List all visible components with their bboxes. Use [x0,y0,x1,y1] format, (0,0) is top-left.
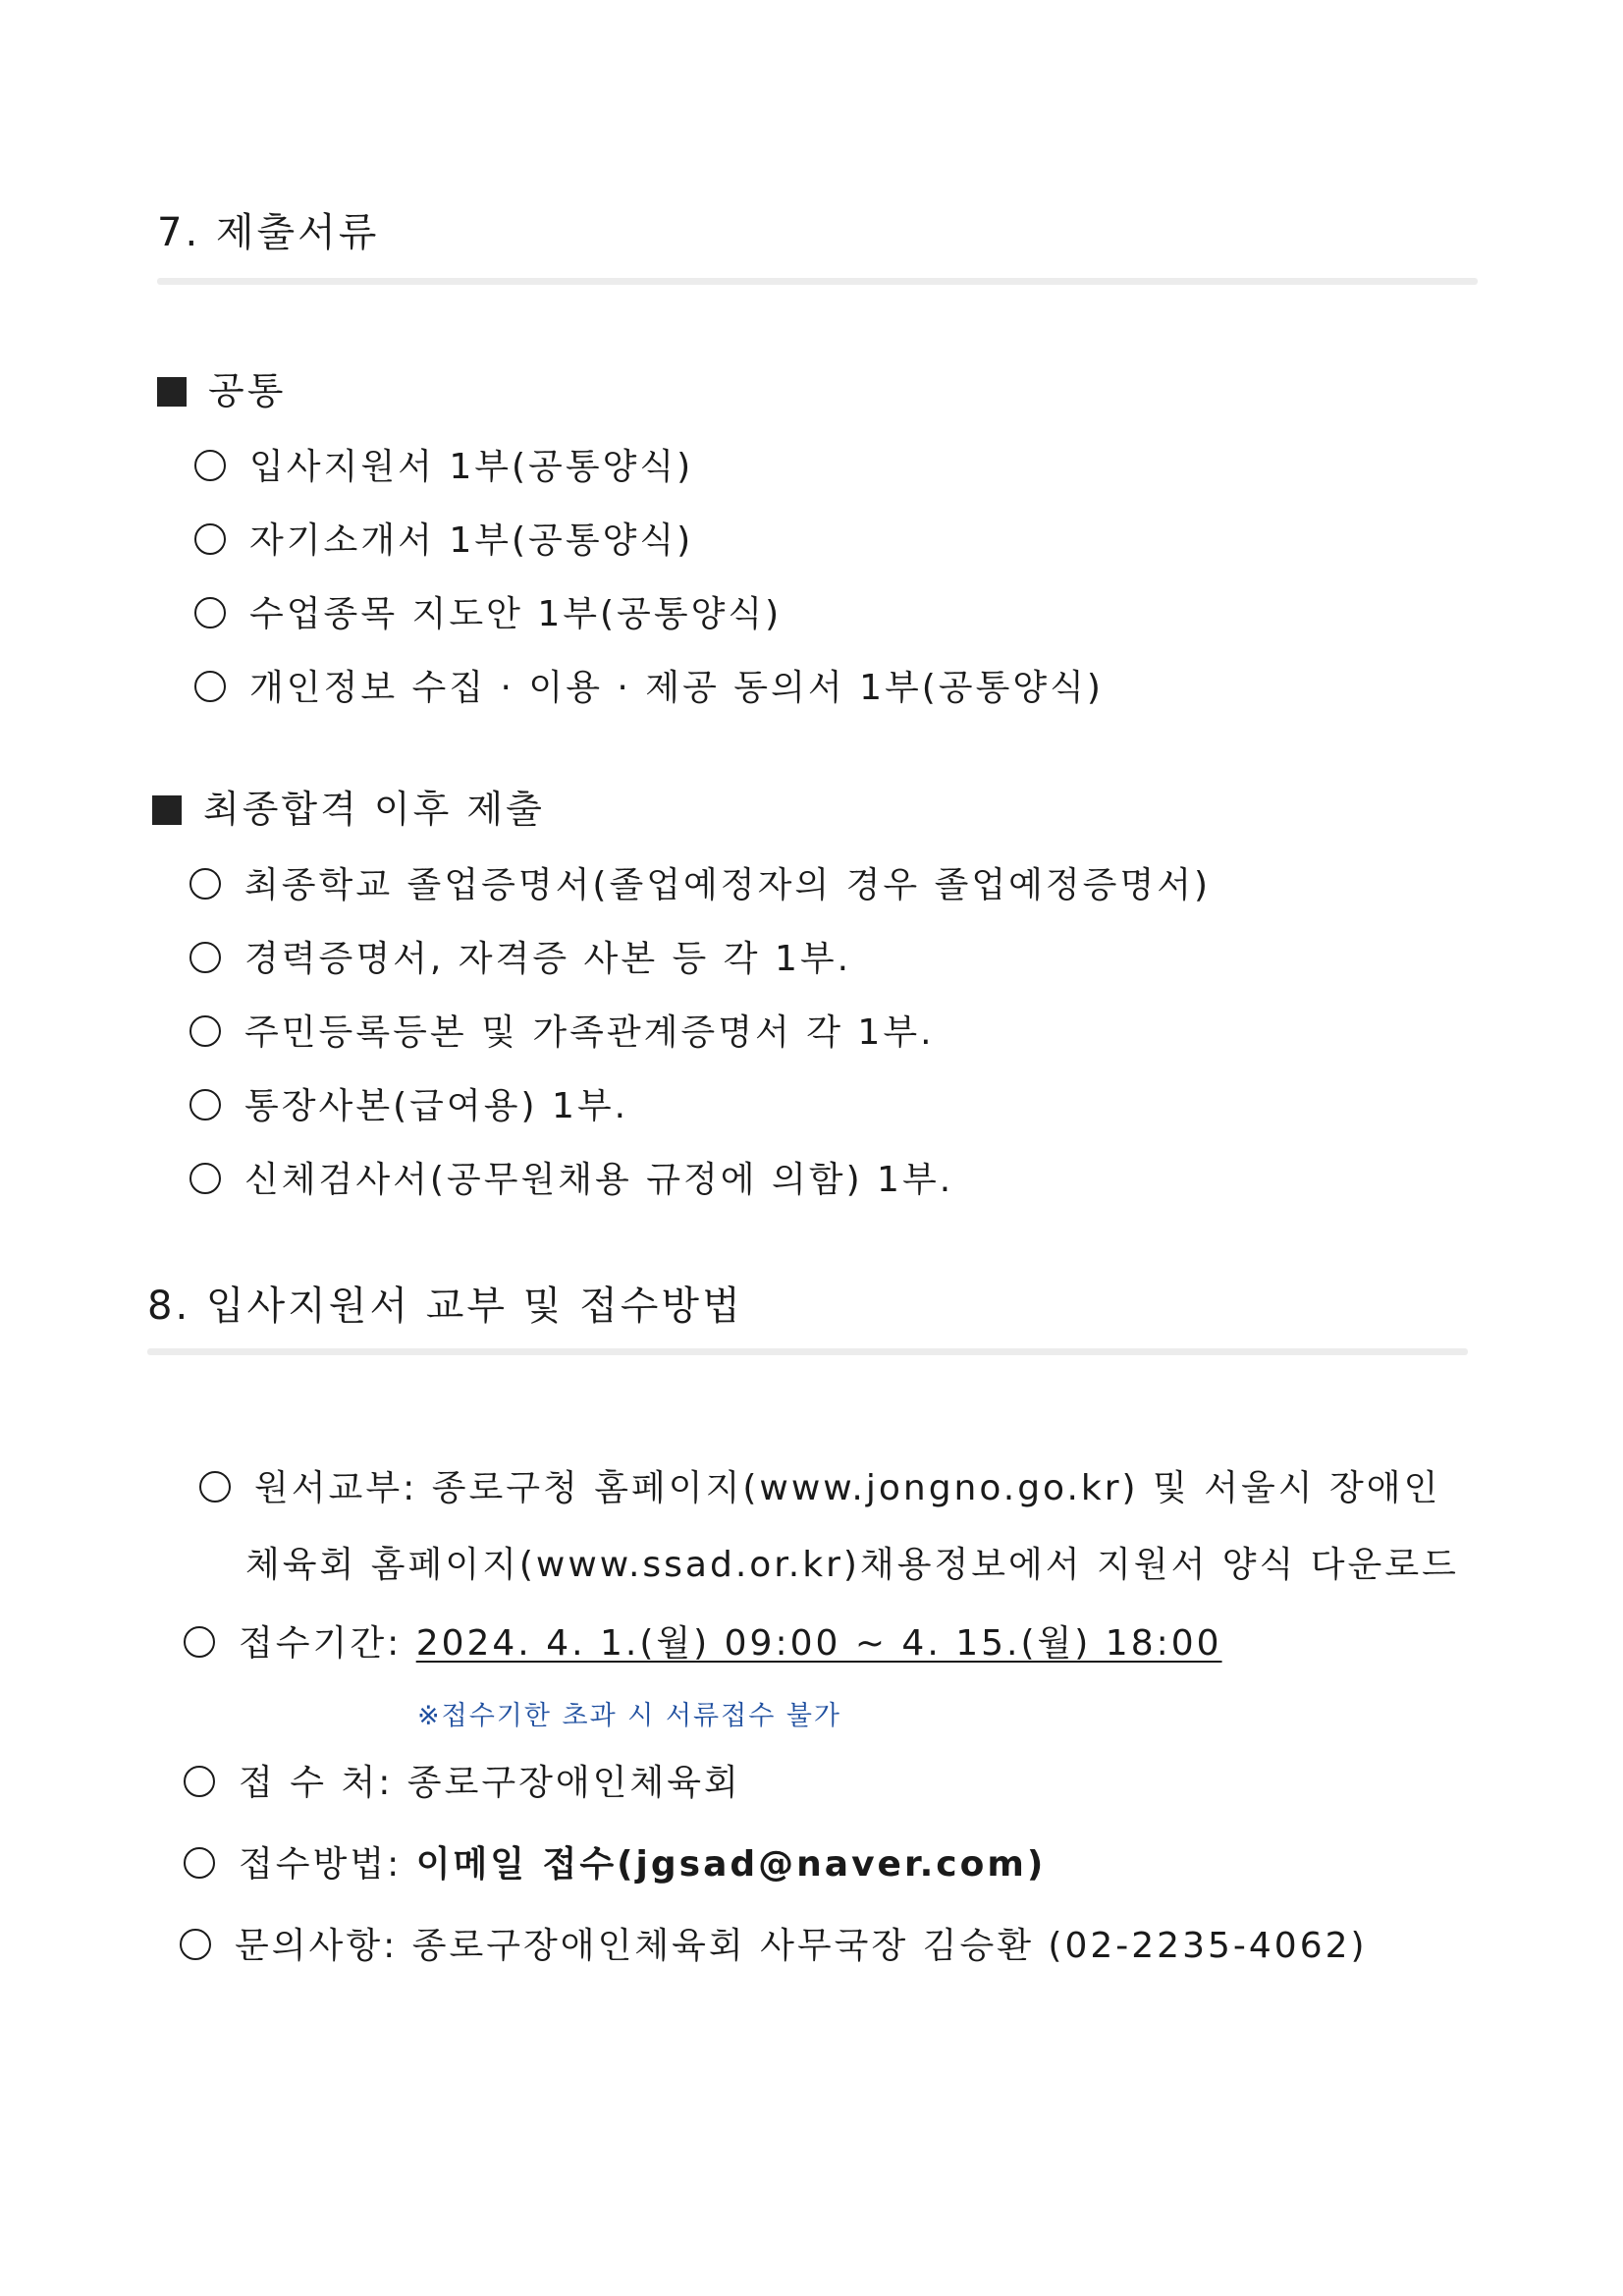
circle-bullet-icon [194,671,226,702]
period-label: 접수기간: [239,1623,403,1664]
circle-bullet-icon [199,1471,231,1503]
circle-bullet-icon [189,868,221,900]
section-7-divider [157,278,1478,285]
after-final-heading [152,779,545,833]
after-final-heading-label: 최종합격 이후 제출 [203,788,545,831]
period-value: 2024. 4. 1.(월) 09:00 ~ 4. 15.(월) 18:00 [415,1623,1222,1664]
list-item-text: 수업종목 지도안 1부(공통양식) [249,594,783,634]
circle-bullet-icon [180,1929,211,1960]
common-heading-label: 공통 [208,369,287,412]
list-item [194,586,782,636]
list-item [189,931,851,981]
list-item [194,660,1104,710]
section-7-title: 7. 제출서류 [157,210,380,255]
list-item-text: 통장사본(급여용) 1부. [244,1086,629,1126]
list-item [189,1005,935,1055]
inquiry-label: 문의사항: [235,1926,399,1966]
list-item-text: 경력증명서, 자격증 사본 등 각 1부. [244,939,852,979]
inquiry-item [180,1918,1368,1968]
circle-bullet-icon [189,1089,221,1121]
common-heading [157,360,286,414]
circle-bullet-icon [189,1163,221,1194]
list-item-text: 자기소개서 1부(공통양식) [249,520,694,561]
distribution-line-1: 종로구청 홈페이지(www.jongno.go.kr) 및 서울시 장애인 [431,1468,1441,1508]
list-item [189,1152,953,1202]
circle-bullet-icon [189,1015,221,1047]
circle-bullet-icon [194,523,226,555]
place-item [184,1755,741,1805]
distribution-item [199,1460,1440,1510]
method-label: 접수방법: [239,1844,403,1885]
list-item [189,857,1211,907]
inquiry-value: 종로구장애인체육회 사무국장 김승환 (02-2235-4062) [411,1926,1368,1966]
period-note: ※접수기한 초과 시 서류접수 불가 [417,1701,842,1731]
list-item [189,1078,628,1128]
circle-bullet-icon [184,1766,215,1797]
circle-bullet-icon [184,1626,215,1658]
list-item-text: 개인정보 수집 · 이용 · 제공 동의서 1부(공통양식) [249,668,1104,708]
circle-bullet-icon [189,942,221,973]
list-item [194,439,693,489]
section-8-divider [147,1348,1468,1355]
place-value: 종로구장애인체육회 [406,1763,741,1803]
list-item-text: 최종학교 졸업증명서(졸업예정자의 경우 졸업예정증명서) [244,865,1212,905]
list-item-text: 입사지원서 1부(공통양식) [249,447,694,487]
period-item [184,1615,1222,1666]
section-8-title: 8. 입사지원서 교부 및 접수방법 [147,1284,743,1329]
list-item-text: 신체검사서(공무원채용 규정에 의함) 1부. [244,1160,954,1200]
distribution-line-2: 체육회 홈페이지(www.ssad.or.kr)채용정보에서 지원서 양식 다운로드 [245,1545,1459,1585]
place-label: 접 수 처: [239,1763,394,1803]
filled-square-icon [152,795,182,825]
filled-square-icon [157,377,187,407]
circle-bullet-icon [194,597,226,629]
list-item-text: 주민등록등본 및 가족관계증명서 각 1부. [244,1012,935,1053]
circle-bullet-icon [194,450,226,481]
method-value: 이메일 접수(jgsad@naver.com) [415,1844,1047,1885]
distribution-label: 원서교부: [254,1468,418,1508]
method-item [184,1836,1046,1886]
circle-bullet-icon [184,1847,215,1879]
list-item [194,513,693,563]
